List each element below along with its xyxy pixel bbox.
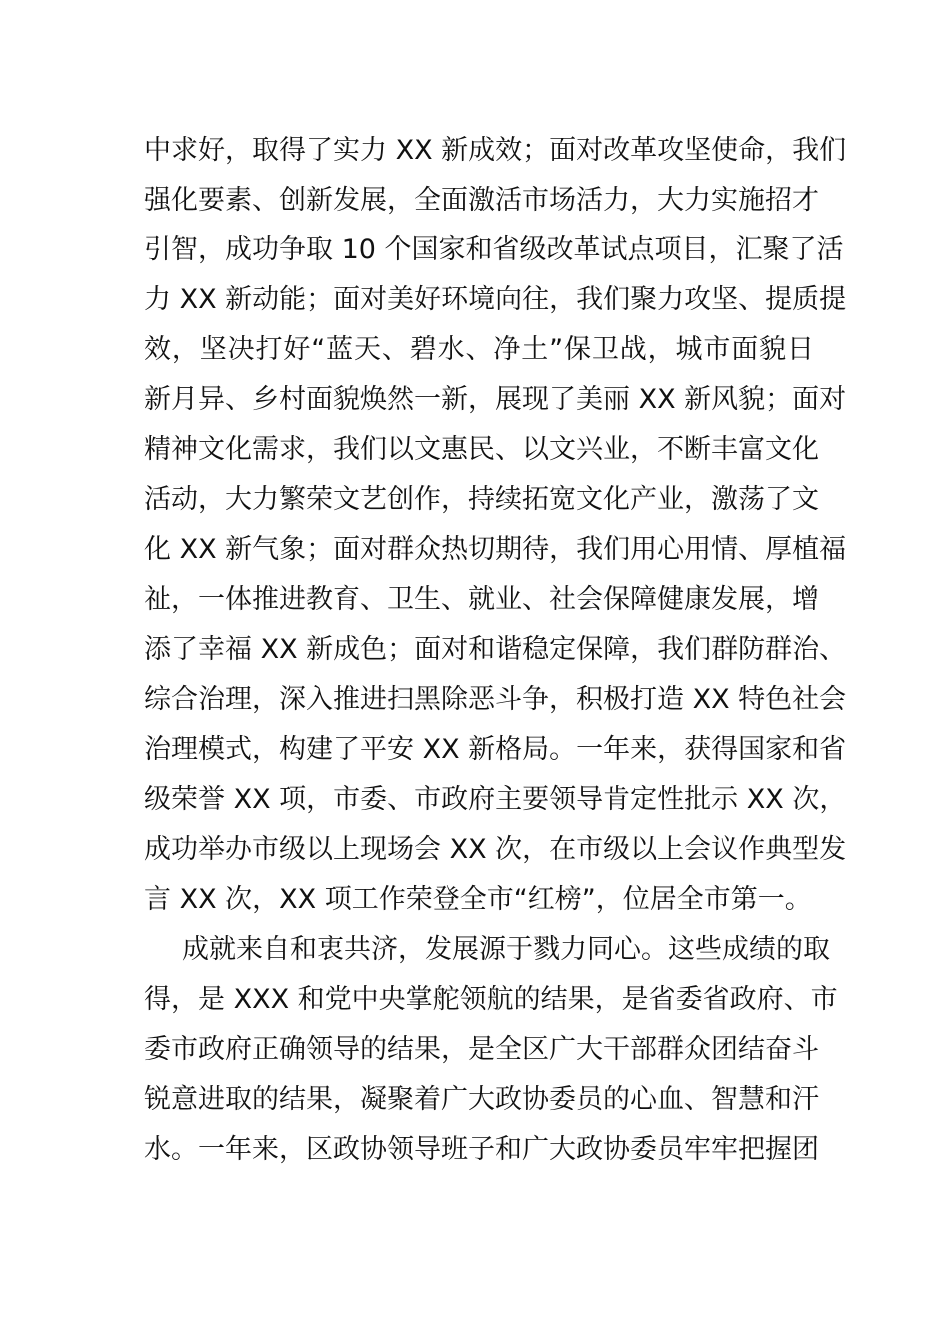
text-line-18: 得，是 XXX 和党中央掌舵领航的结果，是省委省政府、市 — [144, 984, 838, 1015]
text-line-21: 水。一年来，区政协领导班子和广大政协委员牢牢把握团 — [144, 1134, 819, 1165]
text-line-3: 引智，成功争取 10 个国家和省级改革试点项目，汇聚了活 — [144, 234, 844, 265]
text-line-8: 活动，大力繁荣文艺创作，持续拓宽文化产业，激荡了文 — [144, 484, 819, 515]
text-line-20: 锐意进取的结果，凝聚着广大政协委员的心血、智慧和汗 — [144, 1084, 819, 1115]
text-line-7: 精神文化需求，我们以文惠民、以文兴业，不断丰富文化 — [144, 434, 819, 465]
paragraph-2-first-line: 成就来自和衷共济，发展源于戮力同心。这些成绩的取 — [182, 934, 830, 965]
paragraph-1-last-line: 言 XX 次，XX 项工作荣登全市“红榜”，位居全市第一。 — [144, 884, 812, 915]
text-line-15: 成功举办市级以上现场会 XX 次，在市级以上会议作典型发 — [144, 834, 847, 865]
text-line-1: 中求好，取得了实力 XX 新成效；面对改革攻坚使命，我们 — [144, 135, 847, 166]
text-line-13: 治理模式，构建了平安 XX 新格局。一年来，获得国家和省 — [144, 734, 847, 765]
text-line-10: 祉，一体推进教育、卫生、就业、社会保障健康发展，增 — [144, 584, 819, 615]
text-line-12: 综合治理，深入推进扫黑除恶斗争，积极打造 XX 特色社会 — [144, 684, 847, 715]
text-line-11: 添了幸福 XX 新成色；面对和谐稳定保障，我们群防群治、 — [144, 634, 847, 665]
text-line-5: 效，坚决打好“蓝天、碧水、净土”保卫战，城市面貌日 — [144, 334, 814, 365]
text-line-2: 强化要素、创新发展，全面激活市场活力，大力实施招才 — [144, 185, 819, 216]
text-line-6: 新月异、乡村面貌焕然一新，展现了美丽 XX 新风貌；面对 — [144, 384, 847, 415]
text-line-9: 化 XX 新气象；面对群众热切期待，我们用心用情、厚植福 — [144, 534, 847, 565]
text-line-14: 级荣誉 XX 项，市委、市政府主要领导肯定性批示 XX 次， — [144, 784, 847, 815]
text-line-4: 力 XX 新动能；面对美好环境向往，我们聚力攻坚、提质提 — [144, 284, 847, 315]
text-line-19: 委市政府正确领导的结果，是全区广大干部群众团结奋斗 — [144, 1034, 819, 1065]
